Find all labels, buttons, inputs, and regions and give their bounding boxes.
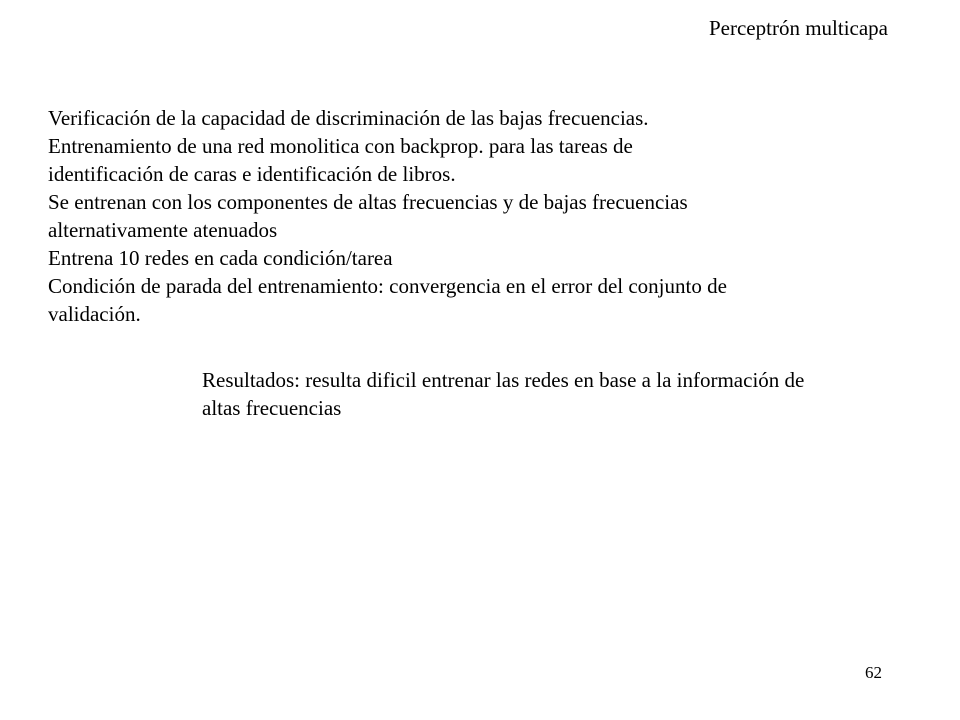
body-text [48, 104, 848, 328]
body-line: alternativamente atenuados [48, 218, 278, 242]
body-line: Entrena 10 redes en cada condición/tarea [48, 246, 393, 270]
body-line: Condición de parada del entrenamiento: convergencia en el error del conjunto de [48, 274, 727, 298]
results-line: altas frecuencias [202, 396, 342, 420]
page-number: 62 [865, 663, 882, 682]
body-line: Verificación de la capacidad de discriminación de las bajas frecuencias. [48, 106, 649, 130]
results-text [202, 366, 902, 422]
body-line: validación. [48, 302, 141, 326]
body-line: Se entrenan con los componentes de altas frecuencias y de bajas frecuencias [48, 190, 688, 214]
results-line: Resultados: resulta dificil entrenar las redes en base a la información de [202, 368, 805, 392]
body-line: Entrenamiento de una red monolitica con backprop. para las tareas de [48, 134, 633, 158]
body-line: identificación de caras e identificación de libros. [48, 162, 456, 186]
slide-title: Perceptrón multicapa [708, 16, 888, 40]
